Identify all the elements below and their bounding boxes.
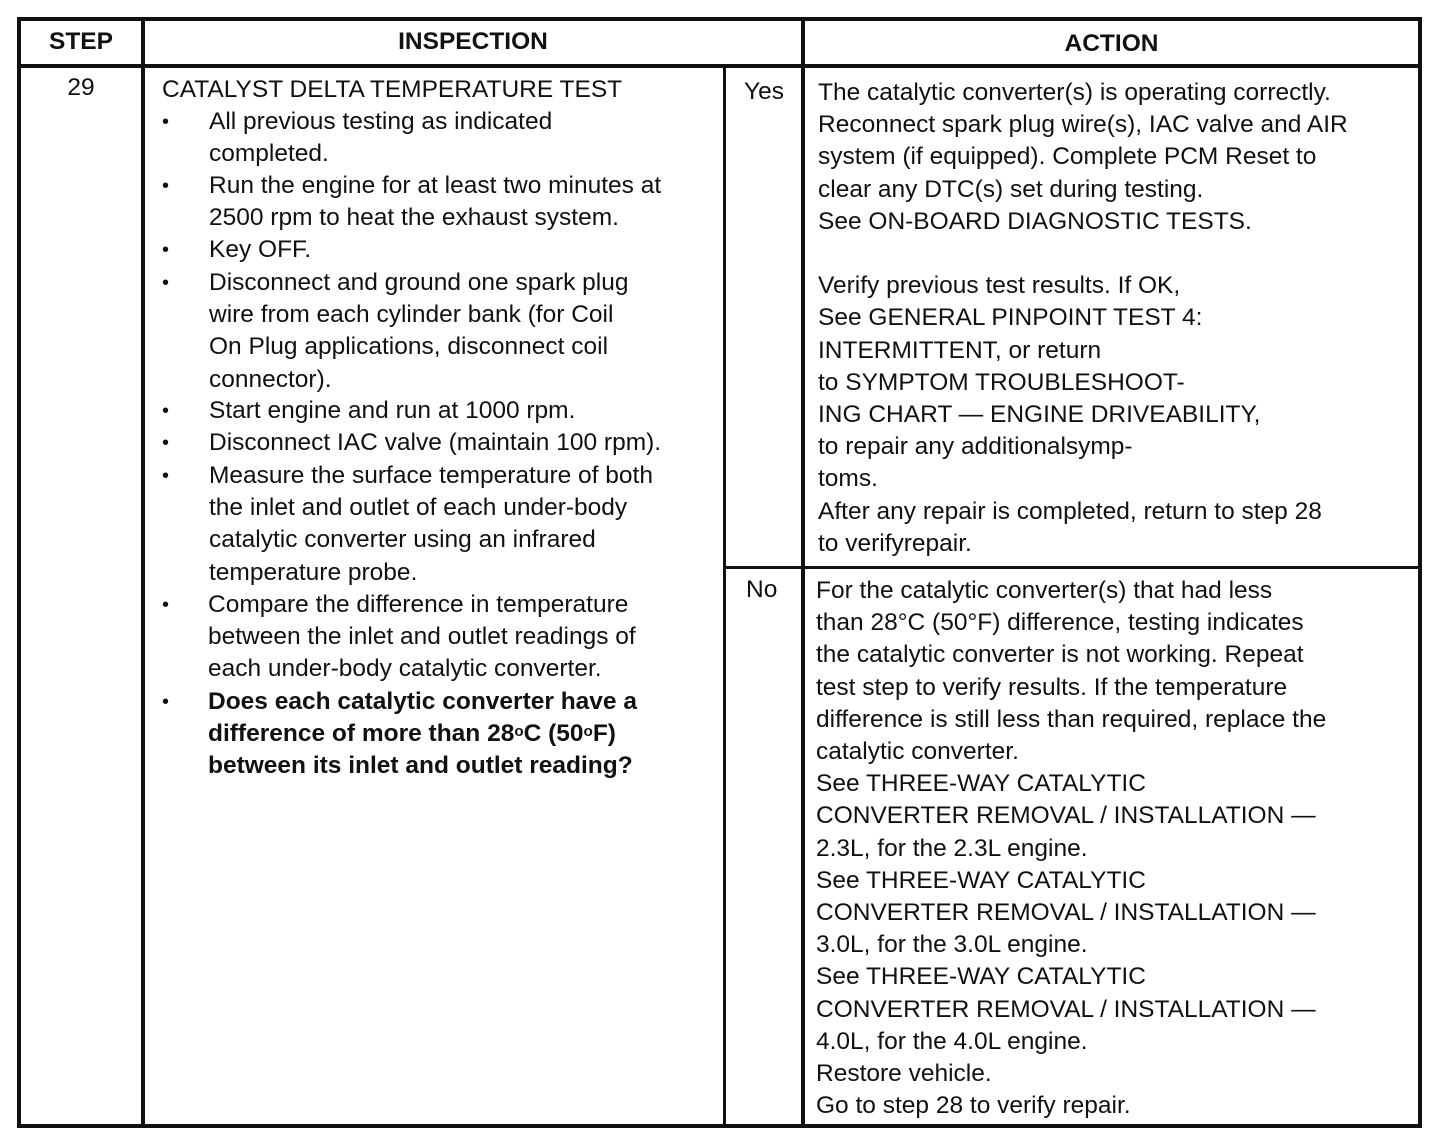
no-action-line: the catalytic converter is not working. Repeat [816, 641, 1304, 669]
inspection-bullet-line: Measure the surface temperature of both [209, 462, 653, 489]
no-action-line: For the catalytic converter(s) that had less [816, 577, 1273, 604]
no-action-line: than 28°C (50°F) difference, testing indicates [816, 609, 1304, 637]
inspection-bullet-line: completed. [209, 140, 329, 168]
bullet-marker: • [162, 111, 170, 133]
inspection-bullet-line: the inlet and outlet of each under-body [209, 494, 628, 522]
inspection-bullet-line: between the inlet and outlet readings of [208, 623, 636, 651]
no-action-line: CONVERTER REMOVAL / INSTALLATION — [816, 899, 1316, 926]
bullet-marker: • [162, 465, 170, 487]
question-bullet: • [162, 691, 170, 713]
inspection-question-line-3: between its inlet and outlet reading? [208, 752, 633, 779]
table-border-right [1418, 17, 1422, 1128]
no-action-line: test step to verify results. If the temperature [816, 673, 1288, 701]
yes-action-line: system (if equipped). Complete PCM Reset to [818, 143, 1317, 171]
yes-action-line: INTERMITTENT, or return [818, 336, 1102, 364]
no-action-line: Go to step 28 to verify repair. [816, 1092, 1131, 1120]
inspection-bullet-line: Disconnect and ground one spark plug [209, 269, 629, 296]
answer-no-label: No [746, 576, 778, 603]
yes-action-line: to verifyrepair. [818, 529, 972, 557]
bullet-marker: • [162, 594, 170, 616]
no-action-line: 3.0L, for the 3.0L engine. [816, 931, 1088, 959]
inspection-question-line-2: difference of more than 28$^o$C (50$^o$F) [208, 720, 616, 747]
yes-action-line: The catalytic converter(s) is operating correctly. [818, 79, 1331, 106]
no-action-line: See THREE-WAY CATALYTIC [816, 866, 1146, 894]
no-action-line: 2.3L, for the 2.3L engine. [816, 834, 1088, 862]
inspection-title: CATALYST DELTA TEMPERATURE TEST [162, 76, 623, 103]
header-divider [17, 64, 1422, 68]
no-action-line: 4.0L, for the 4.0L engine. [816, 1027, 1088, 1055]
no-action-line: catalytic converter. [816, 738, 1019, 765]
inspection-bullet-line: 2500 rpm to heat the exhaust system. [209, 204, 619, 232]
table-border-left [17, 17, 21, 1128]
inspection-bullet-line: connector). [209, 365, 332, 393]
inspection-question-line-1: Does each catalytic converter have a [208, 688, 637, 715]
inspection-bullet-line: Key OFF. [209, 236, 312, 263]
no-action-line: See THREE-WAY CATALYTIC [816, 770, 1146, 798]
table-border-top [17, 17, 1422, 21]
bullet-marker: • [162, 175, 170, 197]
bullet-marker: • [162, 432, 170, 454]
bullet-marker: • [162, 400, 170, 422]
yes-action-line: ING CHART — ENGINE DRIVEABILITY, [818, 401, 1261, 428]
no-action-line: See THREE-WAY CATALYTIC [816, 963, 1146, 991]
no-action-line: CONVERTER REMOVAL / INSTALLATION — [816, 995, 1316, 1023]
no-action-line: CONVERTER REMOVAL / INSTALLATION — [816, 802, 1316, 830]
no-action-line: difference is still less than required, replace the [816, 705, 1327, 733]
yes-action-line: See ON-BOARD DIAGNOSTIC TESTS. [818, 207, 1252, 235]
yes-action-line: to SYMPTOM TROUBLESHOOT- [818, 368, 1185, 396]
yes-action-line: toms. [818, 465, 878, 493]
answer-yes-label: Yes [744, 78, 784, 105]
yes-action-line: After any repair is completed, return to step 28 [818, 497, 1322, 525]
inspection-bullet-line: Compare the difference in temperature [208, 591, 629, 618]
step-number: 29 [67, 74, 95, 101]
inspection-bullet-line: catalytic converter using an infrared [209, 526, 596, 554]
yes-action-line: Reconnect spark plug wire(s), IAC valve and AIR [818, 111, 1348, 139]
inspection-bullet-line: All previous testing as indicated [209, 108, 553, 135]
yes-action-line: to repair any additionalsymp- [818, 433, 1133, 461]
yes-action-line: clear any DTC(s) set during testing. [818, 175, 1204, 203]
yes-no-divider [723, 566, 1422, 569]
inspection-bullet-line: each under-body catalytic converter. [208, 655, 602, 683]
inspection-action-divider [801, 17, 805, 1128]
inspection-bullet-line: Run the engine for at least two minutes at [209, 172, 662, 199]
table-border-bottom [17, 1124, 1422, 1128]
inspection-bullet-line: temperature probe. [209, 558, 418, 586]
header-step: STEP [49, 28, 113, 55]
bullet-marker: • [162, 239, 170, 261]
step-column-divider [141, 17, 145, 1128]
header-action: ACTION [1064, 30, 1159, 57]
bullet-marker: • [162, 272, 170, 294]
no-action-line: Restore vehicle. [816, 1060, 992, 1087]
inspection-answer-divider [723, 64, 726, 1128]
header-inspection: INSPECTION [398, 28, 548, 55]
inspection-bullet-line: Disconnect IAC valve (maintain 100 rpm). [209, 429, 662, 456]
yes-action-line: See GENERAL PINPOINT TEST 4: [818, 304, 1203, 332]
inspection-bullet-line: wire from each cylinder bank (for Coil [209, 301, 614, 329]
inspection-bullet-line: On Plug applications, disconnect coil [209, 333, 609, 361]
inspection-bullet-line: Start engine and run at 1000 rpm. [209, 397, 576, 424]
yes-action-line: Verify previous test results. If OK, [818, 272, 1181, 300]
